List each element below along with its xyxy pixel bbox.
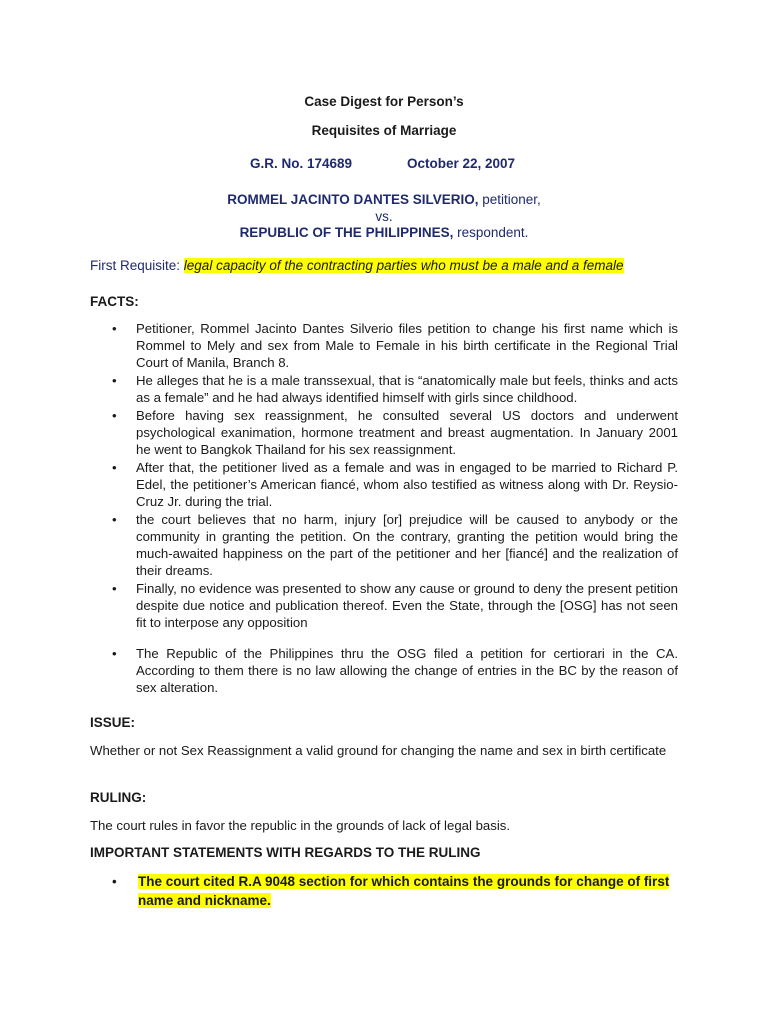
issue-text: Whether or not Sex Reassignment a valid ground for changing the name and sex in birth certificate bbox=[90, 743, 667, 758]
issue-heading: ISSUE: bbox=[90, 715, 136, 730]
ruling-heading: RULING: bbox=[90, 790, 147, 805]
bullet-icon: • bbox=[112, 581, 117, 596]
bullet-icon: • bbox=[112, 408, 117, 423]
petitioner-name: ROMMEL JACINTO DANTES SILVERIO, bbox=[227, 192, 479, 207]
first-requisite bbox=[90, 258, 624, 273]
bullet-icon: • bbox=[112, 512, 117, 527]
respondent-line bbox=[0, 224, 768, 241]
facts-list bbox=[90, 320, 678, 697]
respondent-name: REPUBLIC OF THE PHILIPPINES, bbox=[239, 225, 454, 240]
requisite-text: legal capacity of the contracting parties who must be a male and a female bbox=[183, 258, 624, 273]
bullet-icon: • bbox=[112, 646, 117, 661]
list-item: • Petitioner, Rommel Jacinto Dantes Silverio files petition to change his first name which is Rommel to Mely and sex from Male to Female in his birth certificate in the Regional Trial Court of Manila, Branch 8. bbox=[112, 321, 678, 370]
bullet-icon: • bbox=[112, 460, 117, 475]
bullet-icon: • bbox=[112, 373, 117, 388]
list-item: • Finally, no evidence was presented to show any cause or ground to deny the present petition despite due notice and publication thereof. Even the State, through the [OSG] has not seen fit to interpose any opposition bbox=[112, 581, 678, 630]
list-item: • After that, the petitioner lived as a female and was in engaged to be married to Richard P. Edel, the petitioner’s American fiancé, whom also testified as witness along with Dr. Reysio-Cruz Jr. during the trial. bbox=[112, 460, 678, 509]
list-item: • Before having sex reassignment, he consulted several US doctors and underwent psychological exanimation, hormone treatment and breast augmentation. In January 2001 he went to Bangkok Thailand for his sex reassignment. bbox=[112, 408, 678, 457]
case-date: October 22, 2007 bbox=[407, 156, 516, 171]
bullet-icon: • bbox=[112, 321, 117, 336]
bullet-icon: • bbox=[112, 874, 117, 889]
list-item: • He alleges that he is a male transsexual, that is “anatomically male but feels, thinks and acts as a female” and he had always identified himself with girls since childhood. bbox=[112, 373, 678, 405]
facts-heading: FACTS: bbox=[90, 294, 139, 309]
requisite-label: First Requisite: bbox=[90, 258, 181, 273]
ruling-text: The court rules in favor the republic in the grounds of lack of legal basis. bbox=[90, 818, 511, 833]
list-item: The court cited R.A 9048 section for which contains the grounds for change of first name and nickname. bbox=[138, 874, 670, 908]
important-list bbox=[90, 872, 678, 910]
document-subtitle: Requisites of Marriage bbox=[311, 123, 457, 138]
list-item: • the court believes that no harm, injury [or] prejudice will be caused to anybody or the community in granting the petition. On the contrary, granting the petition would bring the much-awaited happiness on the part of the petitioner and her [fiancé] and the realization of their dreams. bbox=[112, 512, 678, 578]
versus-line: vs. bbox=[375, 209, 393, 224]
list-item: • The Republic of the Philippines thru the OSG filed a petition for certiorari in the CA. According to them there is no law allowing the change of entries in the BC by the reason of sex alteration. bbox=[112, 646, 678, 695]
gr-number: G.R. No. 174689 bbox=[250, 156, 353, 171]
important-heading: IMPORTANT STATEMENTS WITH REGARDS TO THE RULING bbox=[90, 845, 481, 860]
petitioner-role: petitioner, bbox=[482, 192, 541, 207]
document-title: Case Digest for Person’s bbox=[304, 94, 464, 109]
petitioner-line bbox=[0, 191, 768, 208]
respondent-role: respondent. bbox=[457, 225, 529, 240]
